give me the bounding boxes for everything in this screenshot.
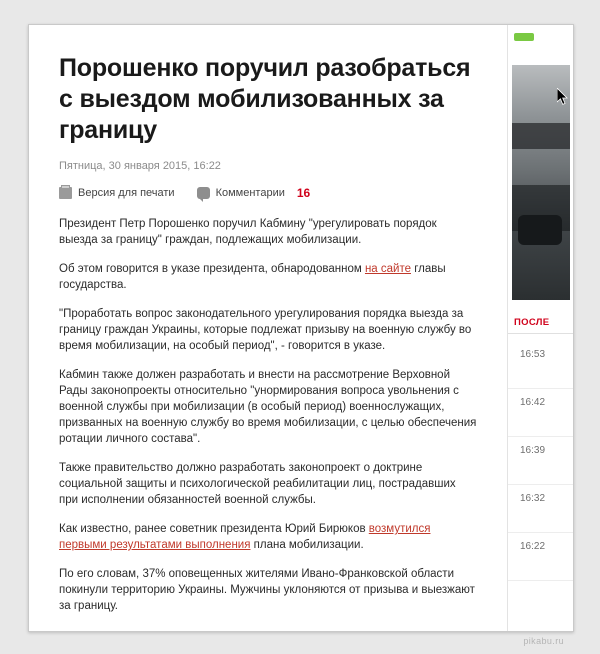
- paragraph-text-before-link: Об этом говорится в указе президента, обнародованном: [59, 263, 365, 275]
- article-page-frame: [28, 24, 574, 632]
- article-paragraph: Кабмин также должен разработать и внести на рассмотрение Верховной Рады законопроекты относительно "унормирования вопроса увольнения с военной службы при мобилизации (в особый период) военнослужащих, призванных на военную службу во время мобилизации, с целью обеспечения ротации личного состава".: [59, 369, 477, 445]
- list-item[interactable]: [508, 437, 574, 485]
- news-time: 16:39: [520, 445, 546, 456]
- first-results-link[interactable]: первыми результатами выполнения: [59, 539, 251, 551]
- paragraph-text-before-link: Как известно, ранее советник президента Юрий Бирюков: [59, 523, 369, 535]
- print-version-button[interactable]: [59, 187, 175, 199]
- list-item[interactable]: [508, 389, 574, 437]
- sidebar-section-title: ПОСЛЕ: [514, 317, 550, 328]
- news-time: 16:53: [520, 349, 546, 360]
- article-date: Пятница, 30 января 2015, 16:22: [59, 160, 221, 172]
- article-body: [29, 200, 507, 614]
- article-paragraph: [59, 521, 477, 553]
- green-tag-icon: [514, 33, 534, 41]
- paragraph-text-after-link: плана мобилизации.: [250, 539, 364, 551]
- page-title: Порошенко поручил разобраться с выездом мобилизованных за границу: [59, 54, 471, 144]
- article-paragraph: Также правительство должно разработать законопроект о доктрине социальной защиты и психологической реабилитации лиц, пострадавших при исполнении обязанностей военной службы.: [59, 462, 456, 506]
- article-paragraph: По его словам, 37% оповещенных жителями Ивано-Франковской области покинули территорию Украины. Мужчины уклоняются от призыва и выезжают за границу.: [59, 568, 475, 612]
- site-link[interactable]: на сайте: [364, 263, 411, 275]
- comments-count-badge: 16: [296, 186, 311, 200]
- sidebar-divider: [508, 333, 574, 334]
- comments-label: Комментарии: [215, 187, 285, 199]
- sidebar: [507, 25, 573, 631]
- article-content-column: [29, 25, 507, 631]
- indignant-link[interactable]: возмутился: [368, 523, 431, 535]
- news-time: 16:32: [520, 493, 546, 504]
- comment-icon: [197, 187, 210, 199]
- promo-image[interactable]: [512, 65, 570, 300]
- list-item[interactable]: [508, 533, 574, 581]
- printer-icon: [59, 187, 72, 199]
- article-toolbar: [29, 172, 507, 200]
- news-time: 16:42: [520, 397, 546, 408]
- article-paragraph: Президент Петр Порошенко поручил Кабмину "урегулировать порядок выезда за границу" граждан, подлежащих мобилизации.: [59, 218, 437, 246]
- comments-button[interactable]: [197, 186, 311, 200]
- article-paragraph: "Проработать вопрос законодательного урегулирования порядка выезда за границу граждан Украины, которые подлежат призыву на военную службу во время мобилизации, на особый период", - говорится в указе.: [59, 308, 472, 352]
- print-version-label: Версия для печати: [78, 187, 175, 199]
- list-item[interactable]: [508, 341, 574, 389]
- latest-news-list: [508, 341, 574, 581]
- list-item[interactable]: [508, 485, 574, 533]
- promo-image-shape: [518, 215, 562, 245]
- promo-image-band: [512, 123, 570, 149]
- paragraph-text-after-link: главы государства.: [59, 263, 446, 291]
- news-time: 16:22: [520, 541, 546, 552]
- article-paragraph: [59, 261, 477, 293]
- watermark: pikabu.ru: [523, 636, 564, 646]
